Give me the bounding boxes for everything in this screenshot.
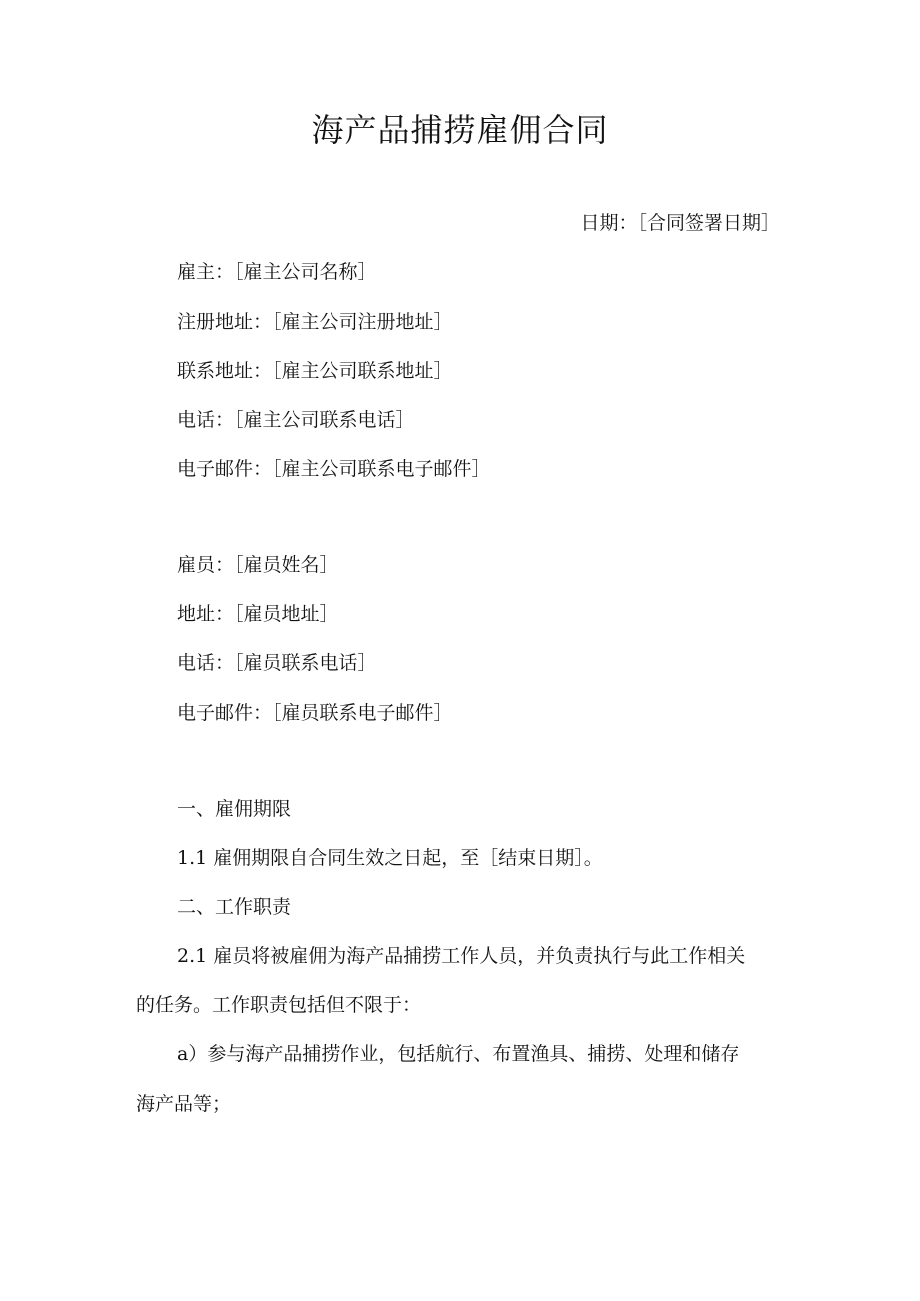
clause-2-1-line-2: 的任务。工作职责包括但不限于： <box>136 994 422 1016</box>
section-1-heading: 一、雇佣期限 <box>177 798 292 820</box>
employer-registered-address-line <box>177 309 453 335</box>
employee-name-line <box>177 552 339 578</box>
employer-name-label: 雇主： <box>177 261 235 283</box>
clause-1-1: 1.1 雇佣期限自合同生效之日起，至［结束日期］。 <box>177 847 603 869</box>
employer-email-label: 电子邮件： <box>177 458 273 480</box>
item-a-line-1: a）参与海产品捕捞作业，包括航行、布置渔具、捕捞、处理和储存 <box>177 1043 740 1065</box>
employee-address-label: 地址： <box>177 603 235 625</box>
document-title: 海产品捕捞雇佣合同 <box>311 111 609 149</box>
employer-phone-line <box>177 407 415 433</box>
employee-address-line <box>177 601 339 627</box>
employee-email-line <box>177 700 453 726</box>
employer-email-line <box>177 456 491 482</box>
date-label: 日期： <box>580 212 638 234</box>
employer-registered-address-value: ［雇主公司注册地址］ <box>272 311 453 333</box>
employee-phone-value: ［雇员联系电话］ <box>234 652 377 674</box>
employer-registered-address-label: 注册地址： <box>177 311 273 333</box>
employer-email-value: ［雇主公司联系电子邮件］ <box>272 458 491 480</box>
employee-email-label: 电子邮件： <box>177 702 273 724</box>
clause-2-1-line-1: 2.1 雇员将被雇佣为海产品捕捞工作人员，并负责执行与此工作相关 <box>177 945 746 967</box>
employee-name-value: ［雇员姓名］ <box>234 554 339 576</box>
employer-contact-address-label: 联系地址： <box>177 360 273 382</box>
employer-contact-address-line <box>177 358 453 384</box>
employee-phone-label: 电话： <box>177 652 235 674</box>
employer-contact-address-value: ［雇主公司联系地址］ <box>272 360 453 382</box>
employer-phone-value: ［雇主公司联系电话］ <box>234 409 415 431</box>
item-a-line-2: 海产品等； <box>136 1093 232 1115</box>
employee-phone-line <box>177 650 377 676</box>
section-2-heading: 二、工作职责 <box>177 896 292 918</box>
date-line <box>580 210 780 236</box>
employer-phone-label: 电话： <box>177 409 235 431</box>
employer-name-value: ［雇主公司名称］ <box>234 261 377 283</box>
employee-address-value: ［雇员地址］ <box>234 603 339 625</box>
employee-email-value: ［雇员联系电子邮件］ <box>272 702 453 724</box>
date-value: ［合同签署日期］ <box>637 212 780 234</box>
employee-name-label: 雇员： <box>177 554 235 576</box>
employer-name-line <box>177 259 377 285</box>
